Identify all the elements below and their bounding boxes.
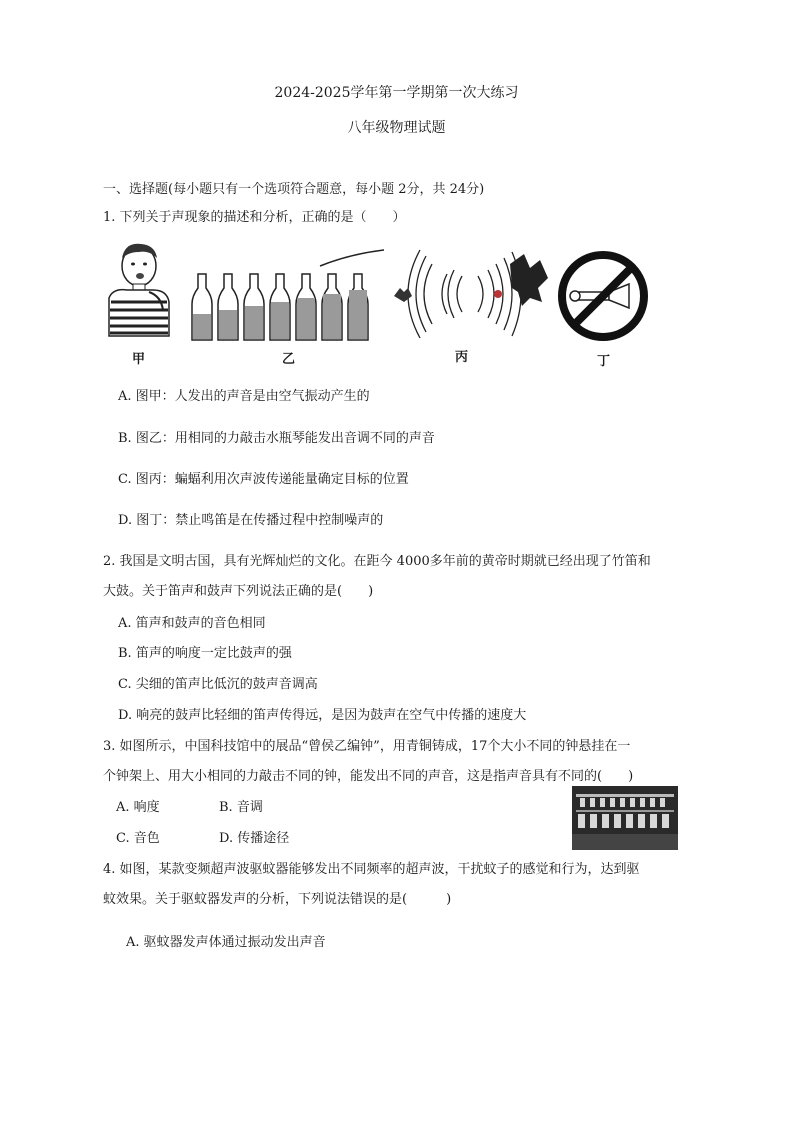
question-2-stem-line-1: 2. 我国是文明古国，具有光辉灿烂的文化。在距今 4000多年前的黄帝时期就已经出现了竹笛和 — [103, 554, 651, 569]
exam-title: 2024-2025学年第一学期第一次大练习 — [274, 85, 519, 101]
question-3-option-c: C. 音色 — [116, 831, 160, 846]
question-4-stem-line-2: 蚊效果。关于驱蚊器发声的分析，下列说法错误的是( ) — [103, 892, 452, 907]
question-3-option-b: B. 音调 — [219, 800, 263, 815]
question-1-option-a: A. 图甲：人发出的声音是由空气振动产生的 — [118, 389, 370, 404]
question-1-option-c: C. 图丙：蝙蝠利用次声波传递能量确定目标的位置 — [118, 472, 409, 487]
question-1-stem: 1. 下列关于声现象的描述和分析，正确的是（ ） — [103, 210, 406, 225]
figure-label-ding: 丁 — [597, 354, 611, 369]
exam-subtitle: 八年级物理试题 — [347, 120, 446, 136]
question-1-option-d: D. 图丁：禁止鸣笛是在传播过程中控制噪声的 — [118, 513, 384, 528]
figure-yi-water-bottles — [190, 246, 390, 346]
question-3-stem-line-2: 个钟架上、用大小相同的力敲击不同的钟，能发出不同的声音，这是指声音具有不同的( ) — [103, 769, 634, 784]
section-heading: 一、选择题(每小题只有一个选项符合题意，每小题 2分，共 24分) — [103, 182, 485, 197]
figure-label-jia: 甲 — [132, 352, 146, 367]
question-3-option-d: D. 传播途径 — [219, 831, 290, 846]
question-1-option-b: B. 图乙：用相同的力敲击水瓶琴能发出音调不同的声音 — [118, 431, 435, 446]
question-3-stem-line-1: 3. 如图所示，中国科技馆中的展品“曾侯乙编钟”，用青铜铸成，17个大小不同的钟悬挂在一 — [103, 739, 631, 754]
question-4-stem-line-1: 4. 如图，某款变频超声波驱蚊器能够发出不同频率的超声波，干扰蚊子的感觉和行为，达到驱 — [103, 862, 640, 877]
figure-bing-bat-echo — [392, 244, 552, 344]
question-2-option-b: B. 笛声的响度一定比鼓声的强 — [118, 646, 292, 661]
figure-label-bing: 丙 — [455, 350, 469, 365]
question-4-option-a: A. 驱蚊器发声体通过振动发出声音 — [126, 935, 326, 950]
figure-bianzhong-photo — [572, 786, 678, 850]
figure-label-yi: 乙 — [282, 352, 296, 367]
question-2-option-a: A. 笛声和鼓声的音色相同 — [118, 616, 266, 631]
figure-ding-no-horn-sign — [557, 250, 649, 342]
figure-jia-person-speaking — [103, 240, 178, 345]
question-2-option-d: D. 响亮的鼓声比轻细的笛声传得远，是因为鼓声在空气中传播的速度大 — [118, 708, 527, 723]
question-2-option-c: C. 尖细的笛声比低沉的鼓声音调高 — [118, 677, 318, 692]
question-3-option-a: A. 响度 — [116, 800, 160, 815]
question-2-stem-line-2: 大鼓。关于笛声和鼓声下列说法正确的是( ) — [103, 584, 374, 599]
